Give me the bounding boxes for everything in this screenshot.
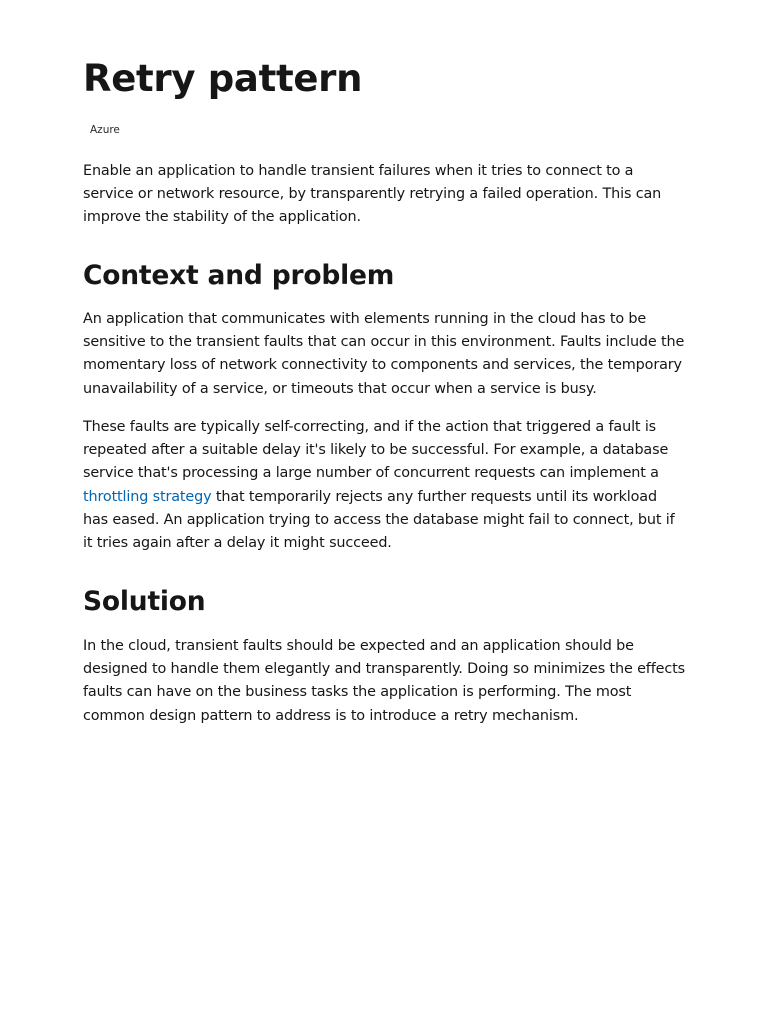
intro-paragraph: Enable an application to handle transient failures when it tries to connect to a service or network resource, by transparently retrying a failed operation. This can improve the stability of the application. xyxy=(83,163,662,226)
page-title: Retry pattern xyxy=(83,57,363,100)
solution-paragraph: In the cloud, transient faults should be expected and an application should be designed to handle them elegantly and transparently. Doing so minimizes the effects faults can have on the business tasks the application is performing. The most common design pattern to address is to introduce a retry mechanism. xyxy=(83,638,685,724)
context-paragraph-1: An application that communicates with elements running in the cloud has to be sensitive to the transient faults that can occur in this environment. Faults include the momentary loss of network connectivity to components and services, the temporary unavailability of a service, or timeouts that occur when a service is busy. xyxy=(83,311,685,397)
section-heading-solution: Solution xyxy=(83,586,206,617)
throttling-strategy-link[interactable]: throttling strategy xyxy=(83,488,212,505)
section-heading-context-and-problem: Context and problem xyxy=(83,260,395,291)
context-paragraph-2-text-after-link: that temporarily rejects any further requests until its workload has eased. An application trying to access the database might fail to connect, but if it tries again after a delay it might succeed. xyxy=(83,488,675,552)
product-tag[interactable]: Azure xyxy=(90,124,120,136)
context-paragraph-2-text-before-link: These faults are typically self-correcting, and if the action that triggered a fault is repeated after a suitable delay it's likely to be successful. For example, a database service that's processing a large number of concurrent requests can implement a xyxy=(83,419,669,482)
context-paragraph-2 xyxy=(83,416,685,555)
